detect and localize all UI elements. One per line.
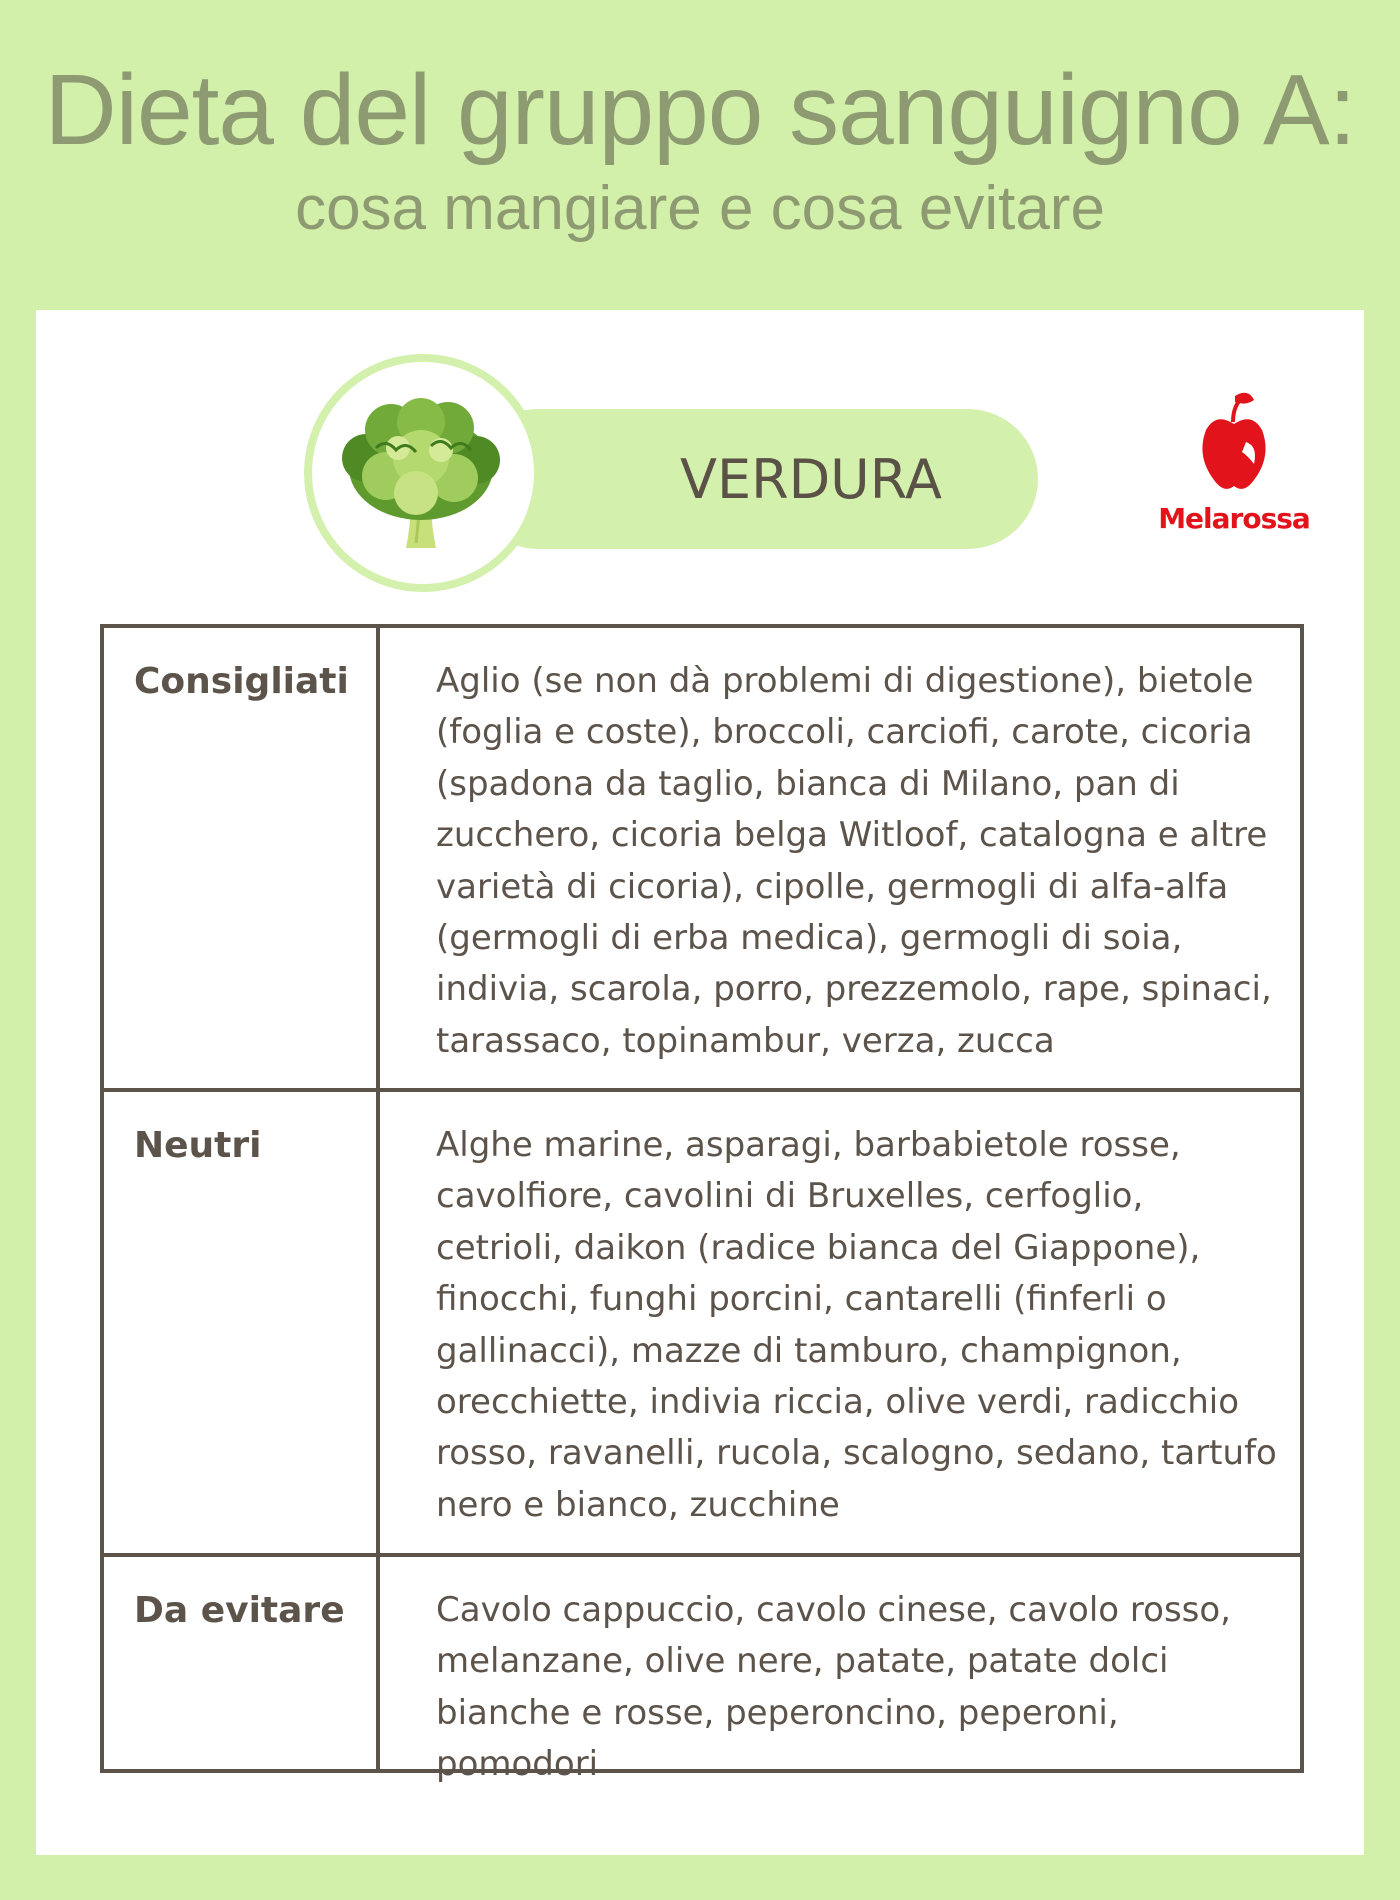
- category-cell: Neutri: [104, 1092, 380, 1553]
- items-cell: Alghe marine, asparagi, barbabietole rosse, cavolfiore, cavolini di Bruxelles, cerfoglio, cetrioli, daikon (radice bianca del Giappone), finocchi, funghi porcini, cantarelli (finferli o gallinacci), mazze di tamburo, champignon, orecchiette, indivia riccia, olive verdi, radicchio rosso, ravanelli, rucola, scalogno, sedano, tartufo nero e bianco, zucchine: [436, 1125, 1277, 1525]
- category-cell: Da evitare: [104, 1557, 380, 1769]
- page-title: Dieta del gruppo sanguigno A:: [44, 54, 1356, 166]
- items-cell: Cavolo cappuccio, cavolo cinese, cavolo rosso, melanzane, olive nere, patate, patate dolci bianche e rosse, peperoncino, peperoni, pomodori: [436, 1590, 1231, 1785]
- page-subtitle: cosa mangiare e cosa evitare: [295, 174, 1105, 243]
- food-table: [100, 624, 1304, 1785]
- table-row: [104, 1088, 1300, 1553]
- content-card: [36, 310, 1364, 1855]
- section-label: VERDURA: [680, 448, 942, 511]
- table-row: [104, 628, 1300, 1088]
- items-cell: Aglio (se non dà problemi di digestione), bietole (foglia e coste), broccoli, carciofi, carote, cicoria (spadona da taglio, bianca di Milano, pan di zucchero, cicoria belga Witloof, catalogna e altre varietà di cicoria), cipolle, germogli di alfa-alfa (germogli di erba medica), germogli di soia, indivia, scarola, porro, prezzemolo, rape, spinaci, tarassaco, topinambur, verza, zucca: [436, 661, 1272, 1061]
- table-row: [104, 1553, 1300, 1785]
- apple-icon: [1202, 390, 1266, 500]
- category-cell: Consigliati: [104, 628, 380, 1088]
- lettuce-icon: [336, 388, 506, 558]
- brand-logo: [1144, 390, 1324, 550]
- logo-text: Melarossa: [1158, 502, 1310, 535]
